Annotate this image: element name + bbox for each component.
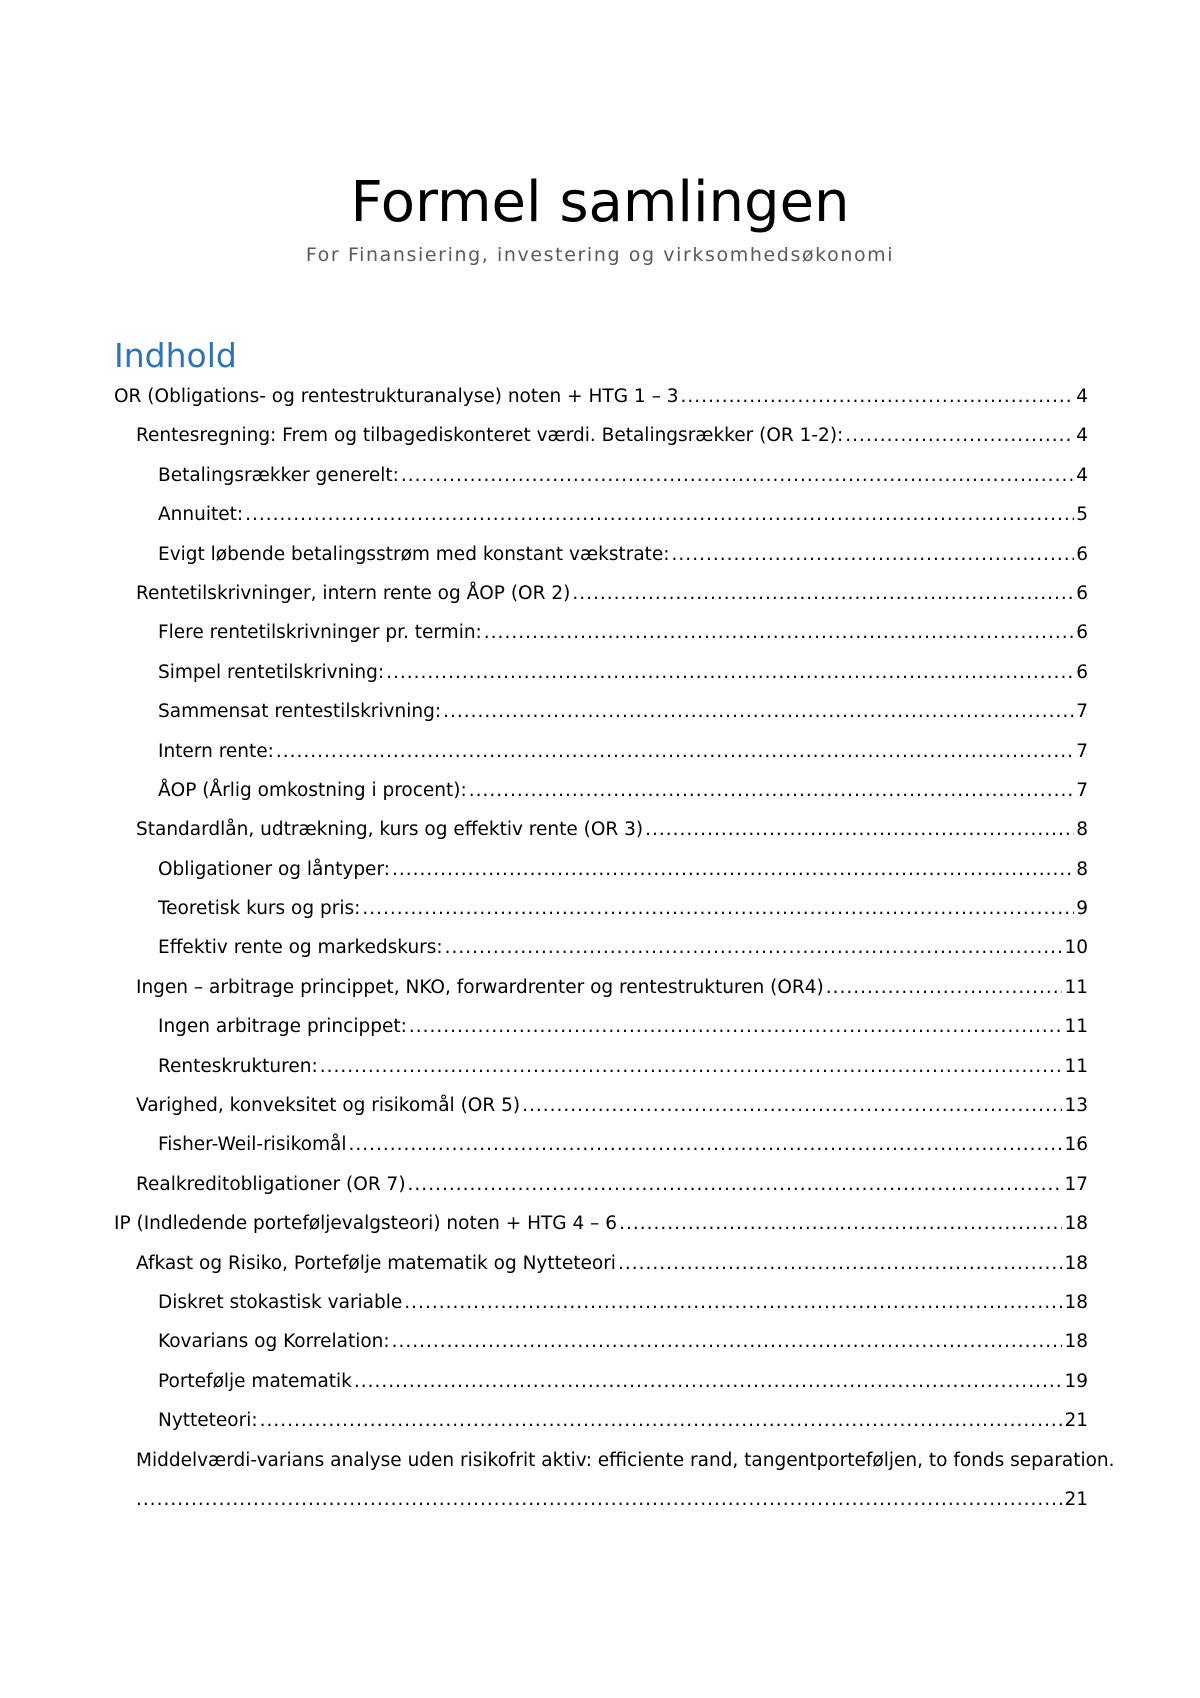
- toc-dot-leader: [245, 495, 1074, 534]
- toc-page-number: 7: [1076, 701, 1088, 723]
- toc-dot-leader: [618, 1244, 1063, 1283]
- toc-entry-title: Middelværdi-varians analyse uden risikofrit aktiv: efficiente rand, tangentporteføljen, to fonds separation.: [136, 1449, 1115, 1471]
- toc-entry[interactable]: [114, 1086, 1088, 1125]
- toc-entry-continuation: [136, 1480, 1088, 1519]
- toc-entry[interactable]: [114, 613, 1088, 652]
- toc-page-number: 4: [1076, 386, 1088, 407]
- toc-entry-title: Annuitet:: [158, 504, 244, 526]
- toc-entry-title: Evigt løbende betalingsstrøm med konstant vækstrate:: [158, 543, 670, 565]
- toc-page-number: 6: [1076, 622, 1088, 644]
- toc-dot-leader: [408, 1165, 1063, 1204]
- toc-page-number: 18: [1064, 1331, 1088, 1353]
- toc-entry[interactable]: [114, 810, 1088, 849]
- toc-page-number: 18: [1064, 1213, 1088, 1235]
- toc-page-number: 6: [1076, 543, 1088, 565]
- toc-heading: Indhold: [114, 336, 237, 375]
- toc-dot-leader: [845, 416, 1074, 455]
- document-title: Formel samlingen: [350, 170, 850, 235]
- toc-page-number: 18: [1064, 1291, 1088, 1313]
- toc-entry-title: Portefølje matematik: [158, 1370, 352, 1392]
- toc-dot-leader: [645, 810, 1074, 849]
- toc-entry-title: Afkast og Risiko, Portefølje matematik og Nytteteori: [136, 1252, 616, 1274]
- toc-page-number: 6: [1076, 582, 1088, 604]
- toc-entry[interactable]: [114, 968, 1088, 1007]
- toc-entry-title: Realkreditobligationer (OR 7): [136, 1173, 406, 1195]
- toc-entry-title: Varighed, konveksitet og risikomål (OR 5): [136, 1095, 521, 1117]
- toc-entry-title: Teoretisk kurs og pris:: [158, 898, 361, 920]
- toc-dot-leader: [392, 850, 1074, 889]
- toc-entry-title: Intern rente:: [158, 740, 274, 762]
- toc-dot-leader: [260, 1401, 1063, 1440]
- toc-dot-leader: [409, 1007, 1063, 1046]
- toc-dot-leader: [484, 613, 1074, 652]
- toc-entry-title: Rentetilskrivninger, intern rente og ÅOP (OR 2): [136, 582, 571, 604]
- toc-entry-title: Simpel rentetilskrivning:: [158, 661, 385, 683]
- toc-dot-leader: [443, 692, 1074, 731]
- toc-dot-leader: [320, 1047, 1063, 1086]
- toc-page-number: 7: [1076, 779, 1088, 801]
- table-of-contents: [114, 377, 1115, 1519]
- toc-entry[interactable]: [114, 1244, 1088, 1283]
- toc-entry-title: Ingen – arbitrage princippet, NKO, forwardrenter og rentestrukturen (OR4): [136, 976, 824, 998]
- toc-entry-title: Ingen arbitrage princippet:: [158, 1016, 407, 1038]
- toc-entry[interactable]: [114, 1007, 1088, 1046]
- toc-entry-title: IP (Indledende porteføljevalgsteori) noten + HTG 4 – 6: [114, 1213, 618, 1235]
- toc-dot-leader: [469, 771, 1075, 810]
- toc-page-number: 16: [1064, 1134, 1088, 1156]
- toc-page-number: 11: [1064, 1055, 1088, 1077]
- toc-entry[interactable]: [114, 1362, 1088, 1401]
- toc-entry-title: Sammensat rentestilskrivning:: [158, 701, 442, 723]
- toc-page-number: 11: [1064, 1016, 1088, 1038]
- toc-entry-title: Flere rentetilskrivninger pr. termin:: [158, 622, 482, 644]
- toc-entry[interactable]: [114, 1165, 1088, 1204]
- toc-entry[interactable]: [114, 456, 1088, 495]
- toc-entry-title: Rentesregning: Frem og tilbagediskonteret værdi. Betalingsrækker (OR 1-2):: [136, 425, 844, 447]
- toc-entry[interactable]: [114, 928, 1088, 967]
- toc-dot-leader: [572, 574, 1074, 613]
- toc-entry-title: OR (Obligations- og rentestrukturanalyse) noten + HTG 1 – 3: [114, 386, 679, 407]
- toc-dot-leader: [362, 889, 1074, 928]
- toc-entry[interactable]: [114, 1283, 1088, 1322]
- toc-dot-leader: [445, 928, 1063, 967]
- toc-entry[interactable]: [114, 1125, 1088, 1164]
- toc-dot-leader: [354, 1362, 1063, 1401]
- toc-entry-title: Standardlån, udtrækning, kurs og effektiv rente (OR 3): [136, 819, 644, 841]
- toc-page-number: 19: [1064, 1370, 1088, 1392]
- toc-dot-leader: [672, 535, 1075, 574]
- toc-page-number: 4: [1076, 425, 1088, 447]
- toc-entry[interactable]: [114, 732, 1088, 771]
- toc-page-number: 18: [1064, 1252, 1088, 1274]
- toc-entry[interactable]: [114, 771, 1088, 810]
- toc-entry[interactable]: [114, 1441, 1115, 1520]
- toc-dot-leader: [136, 1480, 1062, 1519]
- toc-dot-leader: [680, 377, 1074, 416]
- toc-page-number: 6: [1076, 661, 1088, 683]
- toc-entry[interactable]: [114, 1322, 1088, 1361]
- toc-entry[interactable]: [114, 574, 1088, 613]
- toc-entry[interactable]: [114, 535, 1088, 574]
- toc-dot-leader: [404, 1283, 1062, 1322]
- toc-entry[interactable]: [114, 416, 1088, 455]
- toc-page-number: 9: [1076, 898, 1088, 920]
- toc-page-number: 8: [1076, 819, 1088, 841]
- toc-entry[interactable]: [114, 1047, 1088, 1086]
- toc-dot-leader: [348, 1125, 1062, 1164]
- toc-dot-leader: [392, 1322, 1063, 1361]
- toc-entry[interactable]: [114, 495, 1088, 534]
- toc-page-number: 21: [1064, 1488, 1088, 1510]
- toc-page-number: 10: [1064, 937, 1088, 959]
- toc-entry-title: Effektiv rente og markedskurs:: [158, 937, 443, 959]
- toc-entry-title: ÅOP (Årlig omkostning i procent):: [158, 779, 467, 801]
- toc-page-number: 13: [1064, 1095, 1088, 1117]
- toc-entry-title: Obligationer og låntyper:: [158, 858, 390, 880]
- toc-entry-title: Nytteteori:: [158, 1410, 258, 1432]
- toc-entry[interactable]: [114, 850, 1088, 889]
- toc-entry[interactable]: [114, 377, 1088, 416]
- toc-entry[interactable]: [114, 1204, 1088, 1243]
- toc-page-number: 7: [1076, 740, 1088, 762]
- toc-dot-leader: [826, 968, 1063, 1007]
- toc-entry[interactable]: [114, 889, 1088, 928]
- toc-entry-title: Diskret stokastisk variable: [158, 1291, 403, 1313]
- toc-entry-title: Kovarians og Korrelation:: [158, 1331, 390, 1353]
- toc-page-number: 17: [1064, 1173, 1088, 1195]
- toc-entry[interactable]: [114, 692, 1088, 731]
- toc-dot-leader: [619, 1204, 1062, 1243]
- toc-dot-leader: [276, 732, 1074, 771]
- toc-page-number: 11: [1064, 976, 1088, 998]
- toc-dot-leader: [522, 1086, 1062, 1125]
- toc-dot-leader: [386, 653, 1074, 692]
- toc-page-number: 8: [1076, 858, 1088, 880]
- toc-entry[interactable]: [114, 653, 1088, 692]
- toc-entry[interactable]: [114, 1401, 1088, 1440]
- toc-page-number: 5: [1076, 504, 1088, 526]
- toc-dot-leader: [401, 456, 1074, 495]
- toc-entry-title: Renteskrukturen:: [158, 1055, 318, 1077]
- toc-entry-title: Betalingsrækker generelt:: [158, 464, 399, 486]
- toc-page-number: 4: [1076, 464, 1088, 486]
- toc-entry-title: Fisher-Weil-risikomål: [158, 1134, 347, 1156]
- document-subtitle: For Finansiering, investering og virksomhedsøkonomi: [305, 244, 895, 266]
- toc-page-number: 21: [1064, 1410, 1088, 1432]
